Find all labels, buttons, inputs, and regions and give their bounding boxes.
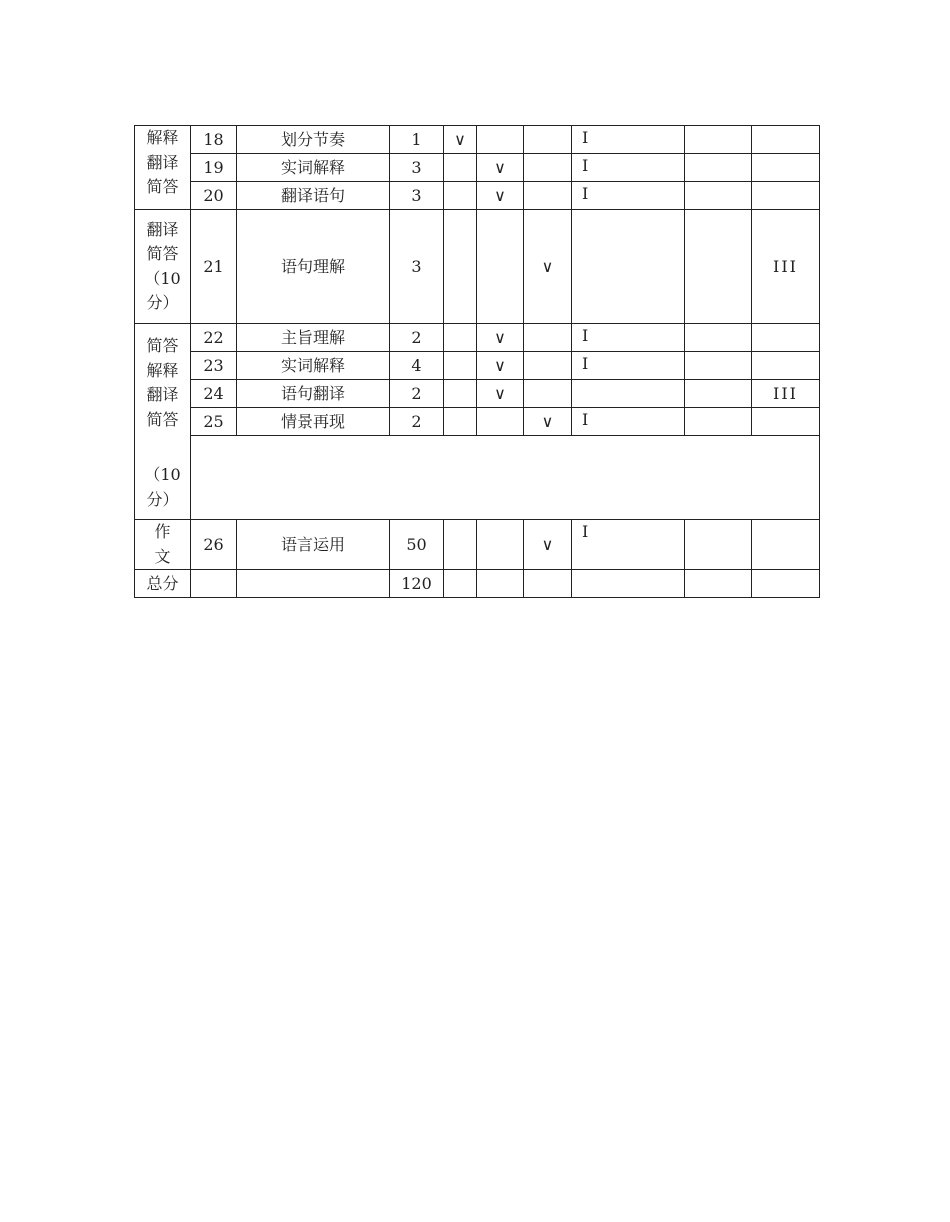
skill-cell: 划分节奏 [237, 126, 390, 154]
section-label: 解释 翻译 简答 [135, 126, 191, 210]
skill-cell: 主旨理解 [237, 324, 390, 352]
level-cell: I [572, 520, 685, 570]
check-cell [524, 352, 572, 380]
empty-cell [444, 570, 477, 598]
level-cell [572, 380, 685, 408]
check-cell [477, 408, 524, 436]
level-cell [685, 408, 752, 436]
check-cell [524, 126, 572, 154]
level-cell: I [572, 408, 685, 436]
level-cell: I [572, 126, 685, 154]
check-cell: ∨ [477, 352, 524, 380]
table-row [135, 324, 820, 352]
empty-cell [685, 570, 752, 598]
check-cell: ∨ [477, 154, 524, 182]
check-cell [524, 182, 572, 210]
level-cell: III [752, 210, 820, 324]
table-row [135, 126, 820, 154]
exam-spec-table [134, 125, 820, 598]
level-cell [752, 182, 820, 210]
item-number: 20 [191, 182, 237, 210]
empty-cell [524, 570, 572, 598]
table-row [135, 408, 820, 436]
level-cell [685, 520, 752, 570]
level-cell [685, 126, 752, 154]
score-cell: 3 [390, 210, 444, 324]
level-cell: I [572, 182, 685, 210]
check-cell: ∨ [477, 324, 524, 352]
check-cell [444, 352, 477, 380]
empty-cell [191, 570, 237, 598]
level-cell [685, 380, 752, 408]
item-number: 23 [191, 352, 237, 380]
score-cell: 2 [390, 380, 444, 408]
level-cell [685, 352, 752, 380]
level-cell [752, 352, 820, 380]
level-cell: III [752, 380, 820, 408]
level-cell [752, 126, 820, 154]
check-cell [444, 154, 477, 182]
skill-cell: 实词解释 [237, 154, 390, 182]
skill-cell: 语句理解 [237, 210, 390, 324]
section-label: 作 文 [135, 520, 191, 570]
score-cell: 3 [390, 182, 444, 210]
total-score: 120 [390, 570, 444, 598]
score-cell: 2 [390, 408, 444, 436]
table-row [135, 520, 820, 570]
table-row [135, 182, 820, 210]
section-label: 翻译 简答 （10 分） [135, 210, 191, 324]
check-cell [444, 408, 477, 436]
section-label: 简答 解释 翻译 简答 （10 分） [135, 324, 191, 520]
check-cell: ∨ [524, 408, 572, 436]
score-cell: 3 [390, 154, 444, 182]
score-cell: 2 [390, 324, 444, 352]
item-number: 22 [191, 324, 237, 352]
level-cell [685, 182, 752, 210]
check-cell [444, 380, 477, 408]
skill-cell: 实词解释 [237, 352, 390, 380]
empty-cell [191, 436, 820, 520]
level-cell [752, 324, 820, 352]
level-cell [752, 408, 820, 436]
level-cell [572, 210, 685, 324]
check-cell [477, 210, 524, 324]
item-number: 19 [191, 154, 237, 182]
item-number: 21 [191, 210, 237, 324]
empty-cell [477, 570, 524, 598]
level-cell: I [572, 154, 685, 182]
level-cell [685, 210, 752, 324]
item-number: 26 [191, 520, 237, 570]
check-cell [444, 520, 477, 570]
score-cell: 1 [390, 126, 444, 154]
item-number: 24 [191, 380, 237, 408]
empty-cell [237, 570, 390, 598]
check-cell [444, 210, 477, 324]
table-row [135, 352, 820, 380]
level-cell [685, 154, 752, 182]
check-cell: ∨ [444, 126, 477, 154]
table-row [135, 154, 820, 182]
level-cell: I [572, 352, 685, 380]
check-cell [444, 182, 477, 210]
table-row [135, 210, 820, 324]
total-label: 总分 [135, 570, 191, 598]
skill-cell: 语句翻译 [237, 380, 390, 408]
check-cell: ∨ [477, 380, 524, 408]
check-cell: ∨ [524, 210, 572, 324]
empty-cell [572, 570, 685, 598]
score-cell: 50 [390, 520, 444, 570]
check-cell [524, 154, 572, 182]
check-cell [524, 380, 572, 408]
check-cell: ∨ [524, 520, 572, 570]
level-cell [752, 154, 820, 182]
skill-cell: 语言运用 [237, 520, 390, 570]
check-cell: ∨ [477, 182, 524, 210]
skill-cell: 翻译语句 [237, 182, 390, 210]
table-row [135, 380, 820, 408]
skill-cell: 情景再现 [237, 408, 390, 436]
check-cell [524, 324, 572, 352]
score-cell: 4 [390, 352, 444, 380]
empty-cell [752, 570, 820, 598]
empty-row [135, 436, 820, 520]
total-row [135, 570, 820, 598]
item-number: 18 [191, 126, 237, 154]
level-cell: I [572, 324, 685, 352]
check-cell [444, 324, 477, 352]
check-cell [477, 520, 524, 570]
level-cell [752, 520, 820, 570]
item-number: 25 [191, 408, 237, 436]
check-cell [477, 126, 524, 154]
level-cell [685, 324, 752, 352]
